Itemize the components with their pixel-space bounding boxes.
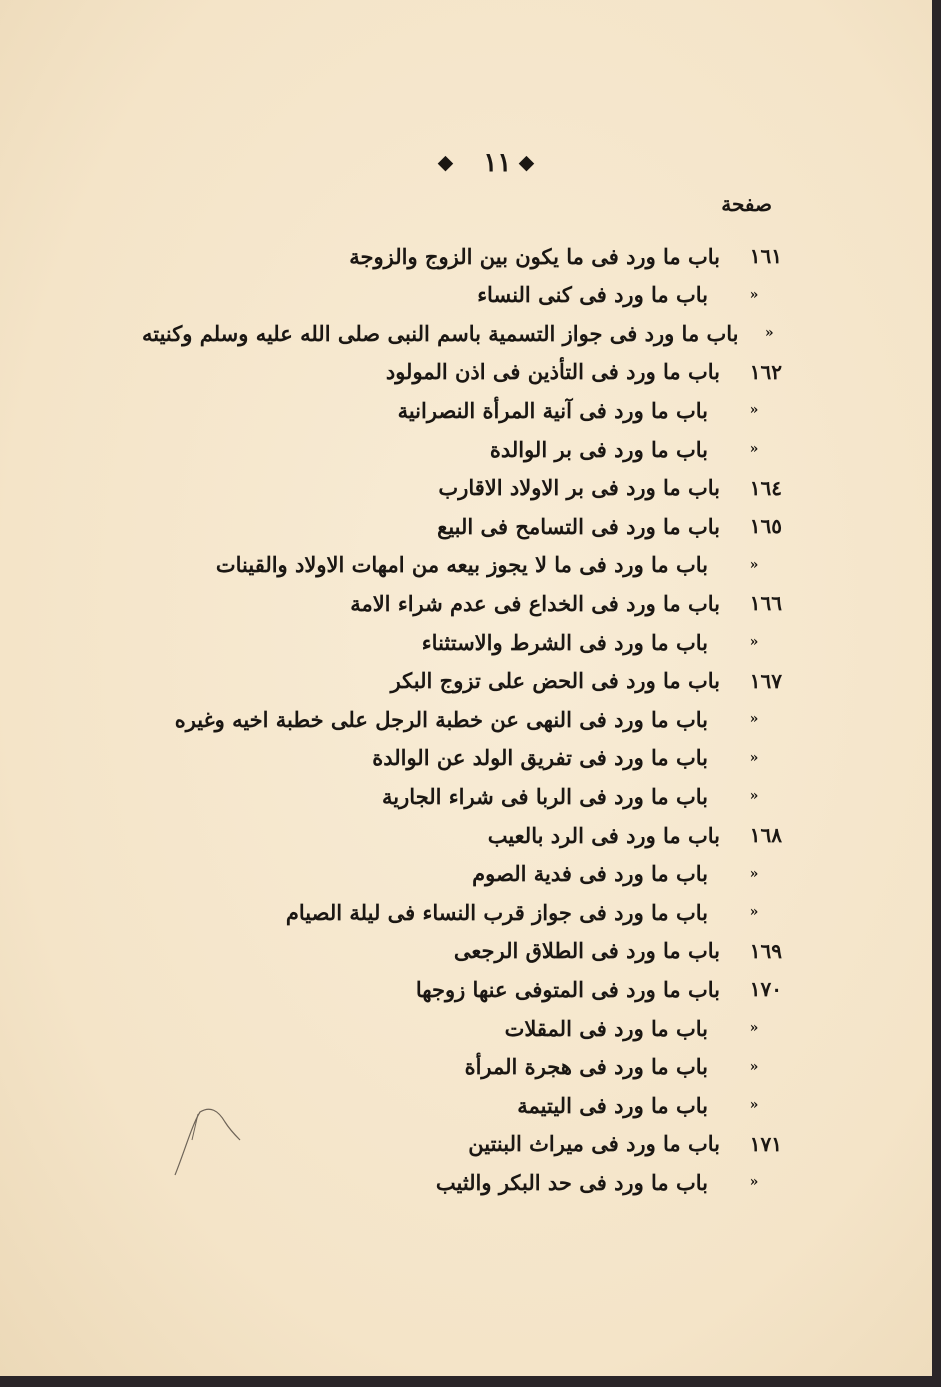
toc-entry-title: باب ما ورد فى بر الاولاد الاقارب xyxy=(438,475,720,501)
toc-entry xyxy=(142,237,782,275)
toc-entry xyxy=(142,777,782,815)
toc-entry xyxy=(142,700,782,738)
toc-entry-title: باب ما ورد فى الخداع فى عدم شراء الامة xyxy=(350,590,720,616)
toc-entry-title: باب ما ورد فى ما يكون بين الزوج والزوجة xyxy=(349,243,720,269)
toc-entry-title: باب ما ورد فى حد البكر والثيب xyxy=(435,1169,708,1195)
toc-entry-title: باب ما ورد فى الشرط والاستثناء xyxy=(421,629,708,655)
toc-entry-title: باب ما ورد فى المقلات xyxy=(504,1015,708,1041)
toc-entry-page: ١٦٢ xyxy=(749,359,782,384)
toc-entry xyxy=(142,430,782,468)
pencil-mark xyxy=(170,1100,250,1180)
toc-entry-page: « xyxy=(749,1020,759,1036)
toc-entry-title: باب ما ورد فى الطلاق الرجعى xyxy=(453,938,720,964)
toc-entry-title: باب ما ورد فى كنى النساء xyxy=(477,282,708,308)
toc-entry-title: باب ما ورد فى التسامح فى البيع xyxy=(437,513,720,539)
toc-entry-page: ١٧٠ xyxy=(749,977,782,1002)
toc-entry-page: « xyxy=(749,1097,759,1114)
toc-entry-page: « xyxy=(749,556,759,573)
toc-entry xyxy=(142,314,782,352)
toc-entry-page: ١٦١ xyxy=(749,244,782,268)
page-number xyxy=(440,146,532,180)
toc-entry xyxy=(142,855,782,893)
page-number-text: ١١ xyxy=(483,148,512,178)
toc-entry-title: باب ما ورد فى فدية الصوم xyxy=(472,861,708,887)
toc-entry xyxy=(142,623,782,661)
toc-entry-page: « xyxy=(749,711,759,728)
toc-entry xyxy=(142,1009,782,1047)
toc-entry-page: « xyxy=(749,1058,759,1075)
toc-entry-page: « xyxy=(749,441,759,457)
toc-entry-page: « xyxy=(749,634,759,650)
toc-entry xyxy=(142,932,782,970)
toc-entry-title: باب ما ورد فى هجرة المرأة xyxy=(464,1054,708,1080)
toc-entry-page: ١٦٥ xyxy=(749,514,782,539)
toc-entry-title: باب ما ورد فى آنية المرأة النصرانية xyxy=(397,397,708,423)
toc-entry-title: باب ما ورد فى جواز قرب النساء فى ليلة الصيام xyxy=(285,899,708,925)
toc-entry-title: باب ما ورد فى النهى عن خطبة الرجل على خطبة اخيه وغيره xyxy=(174,706,708,732)
toc-entry-title: باب ما ورد فى الربا فى شراء الجارية xyxy=(382,783,708,809)
toc-entry-title: باب ما ورد فى ما لا يجوز بيعه من امهات الاولاد والقينات xyxy=(215,552,708,578)
toc-entry-page: « xyxy=(749,788,759,805)
toc-entry-title: باب ما ورد فى اليتيمة xyxy=(517,1092,708,1118)
toc-entry xyxy=(142,353,782,391)
toc-entry-page: « xyxy=(749,1174,759,1191)
toc-entry xyxy=(142,816,782,854)
toc-entry xyxy=(142,662,782,700)
toc-entry-page: « xyxy=(764,325,774,342)
toc-entry-title: باب ما ورد فى بر الوالدة xyxy=(489,436,708,462)
toc-entry xyxy=(142,546,782,584)
ornament-icon-right xyxy=(519,155,534,170)
toc-entry-page: ١٦٧ xyxy=(749,668,782,693)
toc-entry xyxy=(142,276,782,314)
toc-entry-page: ١٦٩ xyxy=(749,938,782,963)
toc-entry-page: ١٦٨ xyxy=(749,823,782,847)
toc-entry xyxy=(142,469,782,507)
toc-entry-page: « xyxy=(749,286,759,303)
toc-entry-title: باب ما ورد فى تفريق الولد عن الوالدة xyxy=(372,745,708,771)
page-column-header: صفحة xyxy=(721,192,772,216)
toc-entry-title: باب ما ورد فى جواز التسمية باسم النبى صلى الله عليه وسلم وكنيته xyxy=(142,320,739,346)
toc-entry-page: ١٦٤ xyxy=(749,475,782,500)
toc-entry-page: ١٦٦ xyxy=(749,591,782,616)
toc-entry xyxy=(142,391,782,429)
toc-entry-page: « xyxy=(749,904,759,921)
toc-entry-title: باب ما ورد فى التأذين فى اذن المولود xyxy=(385,359,720,385)
toc-entry xyxy=(142,1048,782,1086)
toc-entry-page: « xyxy=(749,865,759,882)
toc-entry xyxy=(142,739,782,777)
toc-entry-page: « xyxy=(749,749,759,766)
toc-entry-title: باب ما ورد فى المتوفى عنها زوجها xyxy=(415,976,720,1002)
toc-entry xyxy=(142,507,782,545)
toc-entry-title: باب ما ورد فى الحض على تزوج البكر xyxy=(390,668,720,694)
toc-entry-title: باب ما ورد فى ميراث البنتين xyxy=(468,1131,720,1157)
toc-entry-page: ١٧١ xyxy=(749,1131,782,1156)
ornament-icon-left xyxy=(438,155,453,170)
toc-entry-title: باب ما ورد فى الرد بالعيب xyxy=(487,822,720,848)
toc-entry xyxy=(142,893,782,931)
toc-entry-page: « xyxy=(749,402,759,419)
toc-entry xyxy=(142,970,782,1008)
toc-entry xyxy=(142,584,782,622)
